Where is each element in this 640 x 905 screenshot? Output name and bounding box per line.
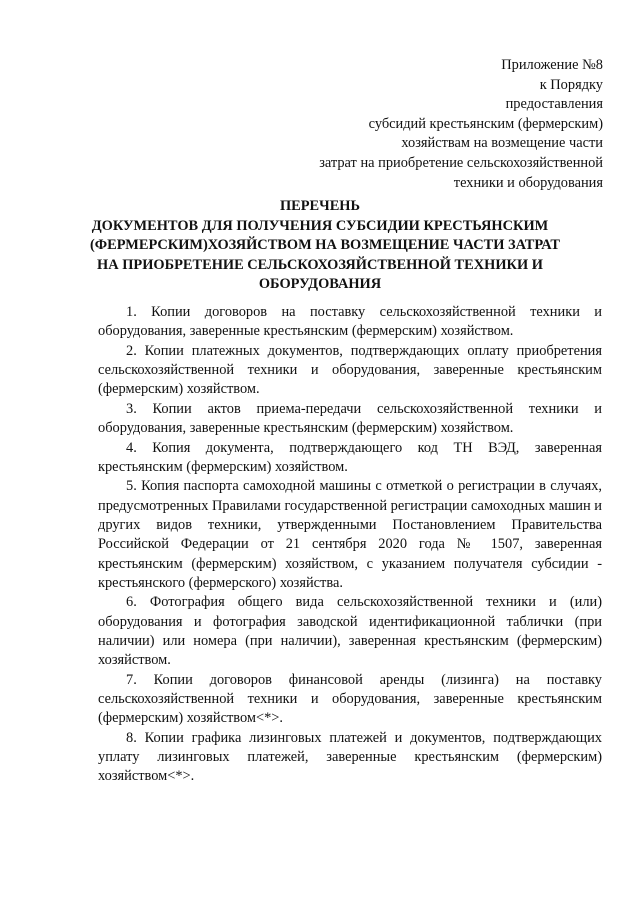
appendix-header-line: хозяйствам на возмещение части [401,135,603,152]
list-item: 7. Копии договоров финансовой аренды (лизинга) на поставку сельскохозяйственной техники и оборудования, заверенные крестьянским (фермерским) хозяйством<*>. [98,671,602,727]
appendix-header-line: к Порядку [539,76,603,93]
document-list [98,303,602,787]
list-item: 6. Фотография общего вида сельскохозяйственной техники и (или) оборудования и фотография заводской идентификационной таблички (при наличии) или номера (при наличии), заверенная крестьянским (фермерским) хозяйством. [98,594,602,669]
appendix-number: Приложение №8 [501,57,603,73]
title-line: (ФЕРМЕРСКИМ)ХОЗЯЙСТВОМ НА ВОЗМЕЩЕНИЕ ЧАСТИ ЗАТРАТ [90,237,561,253]
appendix-header-line: техники и оборудования [453,174,603,191]
title-line: НА ПРИОБРЕТЕНИЕ СЕЛЬСКОХОЗЯЙСТВЕННОЙ ТЕХНИКИ И [97,256,543,273]
list-item: 4. Копия документа, подтверждающего код ТН ВЭД, заверенная крестьянским (фермерским) хозяйством. [98,439,602,475]
appendix-header-line: затрат на приобретение сельскохозяйственной [319,154,603,171]
title-heading: ПЕРЕЧЕНЬ [279,198,361,214]
list-item: 5. Копия паспорта самоходной машины с отметкой о регистрации в случаях, предусмотренных Правилами государственной регистрации самоходных машин и других видов техники, утвержденными Постановлением Правительства Российской Федерации от 21 сентября 2020 года № 1507, заверенная крестьянским (фермерским) хозяйством, с указанием получателя субсидии - крестьянского (фермерского) хозяйства. [98,478,602,591]
list-item: 2. Копии платежных документов, подтверждающих оплату приобретения сельскохозяйственной техники и оборудования, заверенные крестьянским (фермерским) хозяйством. [98,342,602,398]
appendix-header [263,56,603,193]
title-line: ОБОРУДОВАНИЯ [258,276,382,292]
list-item: 3. Копии актов приема-передачи сельскохозяйственной техники и оборудования, заверенные крестьянским (фермерским) хозяйством. [98,400,602,437]
appendix-header-line: предоставления [505,96,603,113]
document-title [90,197,561,295]
title-line: ДОКУМЕНТОВ ДЛЯ ПОЛУЧЕНИЯ СУБСИДИИ КРЕСТЬЯНСКИМ [91,217,549,234]
appendix-header-line: субсидий крестьянским (фермерским) [368,115,603,132]
list-item: 8. Копии графика лизинговых платежей и документов, подтверждающих уплату лизинговых платежей, заверенные крестьянским (фермерским) хозяйством<*>. [98,729,602,785]
list-item: 1. Копии договоров на поставку сельскохозяйственной техники и оборудования, заверенные крестьянским (фермерским) хозяйством. [98,304,602,340]
